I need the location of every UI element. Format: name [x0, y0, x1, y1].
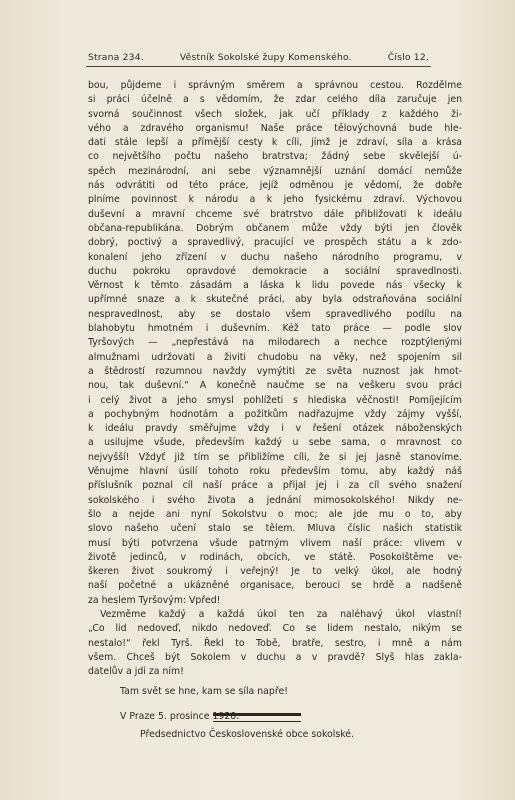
text-line: blahobytu hmotném i duševním. Kéž tato práce — podle slov: [88, 323, 462, 335]
text-line: Věnujme hlavní úsilí tohoto roku především tomu, aby každý náš: [88, 466, 462, 478]
text-line: naší početné a ukázněné organisace, berouci se hrdě a nadšeně: [88, 580, 462, 592]
text-line: Tyršových — „nepřestává na milodarech a nechce rozptýlenými: [88, 337, 462, 349]
text-line: „Co lid nedoveď, nikdo nedoveď. Co se lidem nestalo, nikým se: [88, 623, 462, 635]
page-number: Strana 234.: [88, 52, 144, 63]
text-line: svorná součinnost všech složek, jak učí příklady z každého ži-: [88, 108, 462, 120]
text-line: a usilujme všude, především každý u sebe sama, o mravnost co: [88, 437, 462, 449]
text-line: příslušník poznal cíl naší práce a přijal jej i za cíl svého snažení: [88, 480, 462, 492]
text-line: duševní a mravní chceme své bratrstvo dále přibližovati k ideálu: [88, 208, 462, 220]
article-lines: [88, 79, 462, 679]
running-header: [88, 52, 429, 63]
text-line: nespravedlnost, aby se dostalo všem spravedlivého podílu na: [88, 308, 462, 320]
text-line: upřímné snaze a k skutečné práci, aby byla odstraňována sociální: [88, 294, 462, 306]
text-line: životě jedinců, v rodinách, obcích, ve státě. Posokolštěme ve-: [88, 551, 462, 563]
text-line: datelův a jdi za ním!: [88, 666, 184, 678]
text-line: nou, tak duševní.“ A konečně naučme se na veškeru svou práci: [88, 380, 462, 392]
text-line: duchu pokroku opravdové demokracie a sociální spravedlnosti.: [88, 265, 462, 277]
text-line: musí býti potvrzena všude patrným vlivem naší práce: vlivem v: [88, 537, 462, 549]
text-line: konalení jeho zřízení v duchu našeho národního programu, v: [88, 251, 462, 263]
text-line: dati stále lepší a přímější cesty k cíli, jímž je zdraví, síla a krása: [88, 137, 462, 149]
text-line: všem. Chceš být Sokolem v duchu a v pravdě? Slyš hlas zakla-: [88, 651, 462, 663]
text-line: almužnami udržovati a živiti chudobu na věky, než spojením sil: [88, 351, 462, 363]
closing-rule: [213, 713, 301, 722]
text-line: Věrnost k těmto zásadám a láska k lidu povede nás všecky k: [88, 280, 462, 292]
text-line: slovo našeho učení stalo se tělem. Mluva číslic našich statistik: [88, 523, 462, 535]
text-line: občana-republikána. Dobrým občanem může vždy býti jen člověk: [88, 222, 462, 234]
text-line: spěch mezinárodní, ani sebe významnější uznání domácí nemůže: [88, 165, 462, 177]
text-line: za heslem Tyršovým: Vpřed!: [88, 594, 221, 606]
text-line: nás odvrátiti od této práce, jejíž odměnou je vědomí, že dobře: [88, 180, 462, 192]
signature: Předsednictvo Československé obce sokolské.: [140, 729, 354, 741]
place-date: V Praze 5. prosince 1928.: [120, 710, 240, 722]
text-line: šlo a nejde ani nyní Sokolstvu o moc; ale jde mu o to, aby: [88, 508, 462, 520]
text-line: sokolského i svého života a jednání mimosokolského! Nikdy ne-: [88, 494, 462, 506]
text-line: a štědrostí rozumnou navždy vymýtiti ze světa nuznost jak hmot-: [88, 365, 462, 377]
text-line: škeren život soukromý i veřejný! Je to velký úkol, ale hodný: [88, 566, 462, 578]
issue-number: Číslo 12.: [387, 52, 429, 63]
text-line: co největšího počtu našeho bratrstva; žádný sebe skvělejší ú-: [88, 151, 462, 163]
text-line: i celý život a jeho smysl pohlížeti s hlediska věčnosti! Pomíjejícím: [88, 394, 462, 406]
text-line: nejvyšší! Vždyť již tím se přibližíme cíli, že si jej jasně stanovíme.: [88, 451, 462, 463]
text-line: nestalo!“ řekl Tyrš. Řekl to Tobě, bratře, sestro, i mně a nám: [88, 637, 462, 649]
text-line: a pochybným hodnotám a požitkům nadřazujme vždy zájmy vyšší,: [88, 408, 462, 420]
journal-title: Věstník Sokolské župy Komenského.: [179, 52, 352, 63]
motto: Tam svět se hne, kam se síla napře!: [120, 686, 288, 698]
header-rule: [86, 66, 431, 67]
text-line: vého a zdravého organismu! Naše práce tělovýchovná bude hle-: [88, 122, 462, 134]
text-line: Vezměme každý a každá úkol ten za naléhavý úkol vlastní!: [100, 608, 462, 620]
text-line: dobrý, poctivý a spravedlivý, pracující ve prospěch státu a k zdo-: [88, 237, 462, 249]
text-line: plníme povinnost k národu a k jeho fysickému zdraví. Výchovou: [88, 194, 462, 206]
text-line: bou, půjdeme i správným směrem a správnou cestou. Rozdělme: [88, 80, 462, 91]
text-line: k ideálu pravdy směřujme vždy i v řešení otázek náboženských: [88, 423, 462, 435]
article-body: [88, 79, 462, 742]
text-line: si práci účelně a s vědomím, že zdar celého díla zaručuje jen: [88, 94, 462, 106]
